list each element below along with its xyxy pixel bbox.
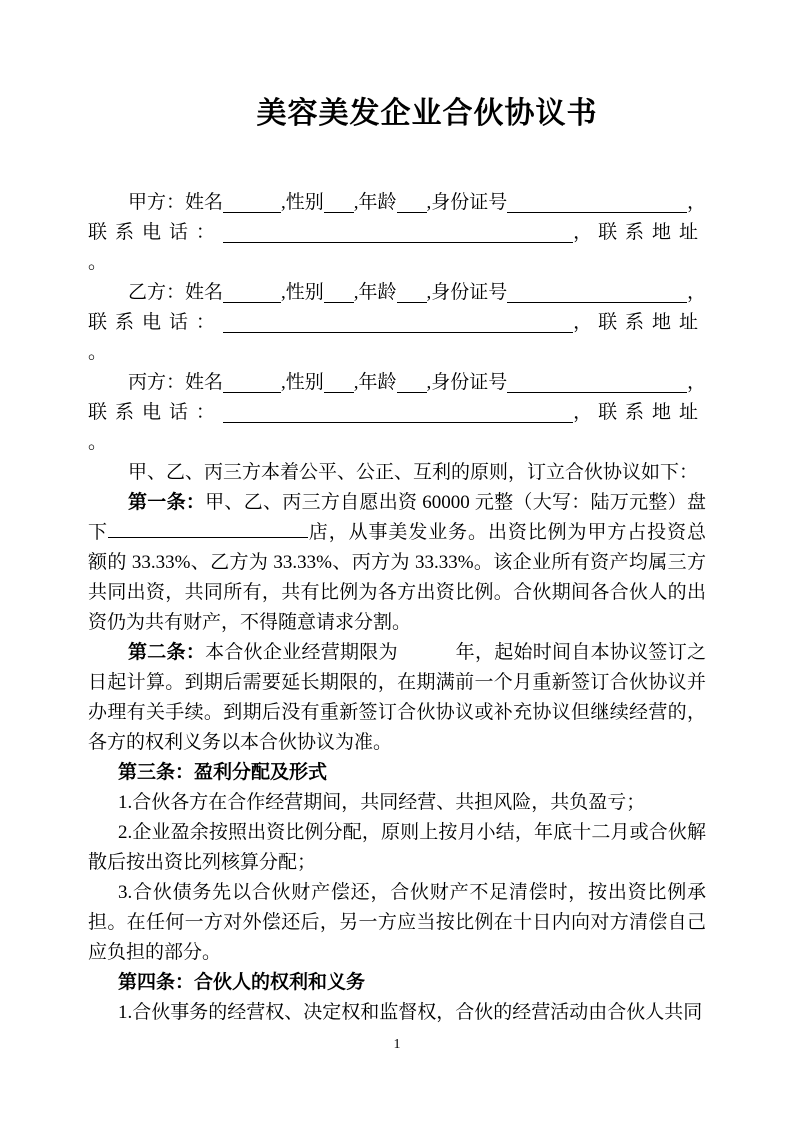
party-a-age-label: ,年龄	[353, 192, 397, 213]
party-a-line1	[88, 188, 706, 218]
party-b-address-label: 联系地址	[598, 312, 706, 333]
clause-3-heading: 第三条：盈利分配及形式	[118, 762, 328, 783]
party-b-block	[88, 278, 706, 368]
party-a-block	[88, 188, 706, 278]
party-c-phone-blank-field[interactable]	[223, 422, 573, 423]
party-a-id-label: ,身份证号	[426, 192, 508, 213]
party-c-age-label: ,年龄	[353, 372, 397, 393]
party-a-gender-label: ,性别	[281, 192, 324, 213]
comma: ，	[573, 222, 593, 243]
party-c-name-blank-field[interactable]	[223, 392, 281, 393]
party-b-name-blank-field[interactable]	[223, 302, 281, 303]
party-c-id-blank-field[interactable]	[507, 392, 687, 393]
clause-3-item-1: 1.合伙各方在合作经营期间，共同经营、共担风险，共负盈亏；	[118, 792, 646, 813]
document-title: 美容美发企业合伙协议书	[256, 97, 598, 130]
party-b-name-label: 乙方：姓名	[128, 282, 224, 303]
clause-2-text: 本合伙企业经营期限为 年，起始时间自本协议签订之日起计算。到期后需要延长期限的，在期满前一个月重新签订合伙协议并办理有关手续。到期后没有重新签订合伙协议或补充协议但继续经营的，各方的权利义务以本合伙协议为准。	[88, 642, 706, 753]
party-a-gender-blank-field[interactable]	[324, 212, 354, 213]
party-c-gender-label: ,性别	[281, 372, 324, 393]
party-c-block	[88, 368, 706, 458]
comma: ，	[573, 402, 593, 423]
party-c-line1	[88, 368, 706, 398]
document-body	[88, 188, 706, 1028]
party-b-id-blank-field[interactable]	[507, 302, 687, 303]
clause-1-text-before-blank: 甲、乙、丙三方自愿出资 60000 元整（大写：陆万元整）盘下	[88, 492, 706, 543]
clause-3-item-3: 3.合伙债务先以合伙财产偿还，合伙财产不足清偿时，按出资比例承担。在任何一方对外偿还后，另一方应当按比例在十日内向对方清偿自己应负担的部分。	[88, 882, 706, 963]
party-b-line3: 。	[88, 342, 108, 363]
party-b-line2	[88, 308, 706, 338]
party-c-name-label: 丙方：姓名	[128, 372, 224, 393]
party-b-age-blank-field[interactable]	[397, 302, 427, 303]
party-c-age-blank-field[interactable]	[397, 392, 427, 393]
party-b-gender-label: ,性别	[281, 282, 324, 303]
party-c-gender-blank-field[interactable]	[324, 392, 354, 393]
clause-1-text-after-blank: 店，从事美发业务。出资比例为甲方占投资总额的 33.33%、乙方为 33.33%、丙方为 33.33%。该企业所有资产均属三方共同出资，共同所有，共有比例为各方出资比例。合伙期间各合伙人的出资仍为共有财产，不得随意请求分割。	[88, 522, 706, 633]
party-a-address-label: 联系地址	[598, 222, 706, 243]
party-b-line1	[88, 278, 706, 308]
clause-1-label: 第一条：	[128, 492, 206, 513]
party-c-address-label: 联系地址	[598, 402, 706, 423]
comma: ，	[573, 312, 593, 333]
party-c-phone-label: 联系电话：	[88, 402, 223, 423]
party-b-age-label: ,年龄	[353, 282, 397, 303]
page-number: 1	[393, 1037, 401, 1052]
party-a-name-label: 甲方：姓名	[128, 192, 224, 213]
party-a-line3: 。	[88, 252, 108, 273]
party-c-line3: 。	[88, 432, 108, 453]
intro-paragraph: 甲、乙、丙三方本着公平、公正、互利的原则，订立合伙协议如下：	[128, 462, 699, 483]
clause-1-paragraph	[88, 488, 706, 638]
comma: ，	[686, 372, 706, 393]
clause-4-heading: 第四条：合伙人的权利和义务	[118, 972, 366, 993]
clause-3-item-2: 2.企业盈余按照出资比例分配，原则上按月小结，年底十二月或合伙解散后按出资比列核算分配；	[88, 822, 706, 873]
clause-4-item-1: 1.合伙事务的经营权、决定权和监督权，合伙的经营活动由合伙人共同	[118, 1002, 703, 1023]
shop-name-blank-field[interactable]	[108, 537, 308, 538]
party-a-line2	[88, 218, 706, 248]
party-c-line2	[88, 398, 706, 428]
comma: ，	[686, 192, 706, 213]
party-b-phone-label: 联系电话：	[88, 312, 223, 333]
party-a-phone-label: 联系电话：	[88, 222, 223, 243]
clause-2-label: 第二条：	[128, 642, 206, 663]
party-b-id-label: ,身份证号	[426, 282, 508, 303]
party-a-name-blank-field[interactable]	[223, 212, 281, 213]
party-b-phone-blank-field[interactable]	[223, 332, 573, 333]
party-b-gender-blank-field[interactable]	[324, 302, 354, 303]
party-c-id-label: ,身份证号	[426, 372, 508, 393]
party-a-age-blank-field[interactable]	[397, 212, 427, 213]
party-a-phone-blank-field[interactable]	[223, 242, 573, 243]
party-a-id-blank-field[interactable]	[507, 212, 687, 213]
clause-2-paragraph	[88, 638, 706, 758]
comma: ，	[686, 282, 706, 303]
